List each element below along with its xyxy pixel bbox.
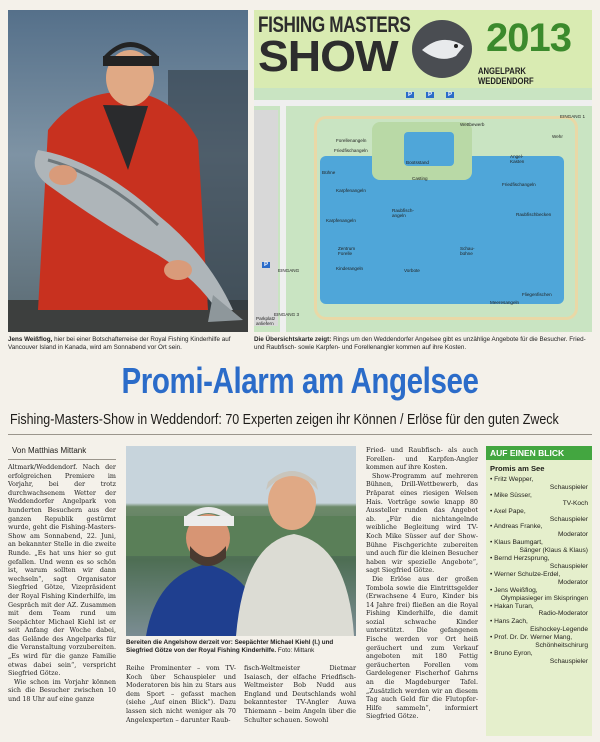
map-label-zentrum: Zentrum Forelle <box>338 246 356 256</box>
article-col4-para-3: Die Erlöse aus der großen Tombola sowie die Eintrittsgelder (Erwachsene 4 Euro, Kinder bis 14 Jahre frei) fließen an die Royal Fishing Kinderhilfe, die damit sozial schwache Kinder unterstützt. Die gefangenen Fische werden vor Ort heiß geräuchert und zum Verkauf angeboten mit 180 Fettig geräucherten Forellen vom Gardelegener Fischerhof Gahrns an die Magdeburger Tafel. „Zusätzlich werden wir an diesem Tag auch Geld für die Flutopfer-Hilfe sammeln“, informiert Siegfried Götze. <box>366 574 478 721</box>
map-caption: Die Übersichtskarte zeigt: Rings um den Weddendorfer Angelsee gibt es unzählige Angebote für die Besucher. Fried- und Raubfisch- sowie Karpfen- und Forellenangler kommen auf ihre Kosten. <box>254 336 586 351</box>
list-item: • Werner Schulze-Erdel, Moderator <box>490 570 588 586</box>
sidebar-title: AUF EINEN BLICK <box>486 446 592 460</box>
photo2-illustration <box>126 446 356 636</box>
article-column-4 <box>366 446 478 721</box>
article-col4-para-1: Fried- und Raubfisch- als auch Forellen- und Karpfen-Angler kommen auf ihre Kosten. <box>366 446 478 472</box>
byline: Von Matthias Mittank <box>12 446 87 455</box>
map-label-parkplatz: Parkplatz anliefern <box>256 316 276 326</box>
headline-divider <box>8 434 592 435</box>
article-column-2 <box>126 664 236 724</box>
map-road-top <box>254 100 592 106</box>
list-item: • Bernd Herzsprung, Schauspieler <box>490 555 588 570</box>
list-item: • Bruno Eyron, Schauspieler <box>490 649 588 665</box>
map-year: 2013 <box>486 16 571 60</box>
map-label-meeresangeln: Meeresangeln <box>490 300 520 305</box>
map-label-bootsstand: Bootsstand <box>406 160 429 165</box>
map-label-casting: Casting <box>412 176 428 181</box>
list-item: • Jens Weißflog, Olympiasieger im Skispringen <box>490 586 588 602</box>
photo-jens-weissflog <box>8 10 248 332</box>
map-label-wehr: Wehr <box>552 134 563 139</box>
map-logo-fish-icon <box>412 20 472 78</box>
article-col1-para-1: Altmark/Weddendorf. Nach der erfolgreichen Premiere im Vorjahr, bei der trotz durchwachsenem Wetter der Weddendorfer Angelpark von hunderten Besuchern aus der ganzen Republik gestürmt wurde, geht die Fishing-Masters-Show am Sonnabend, 22. Juni, an bekannter Stelle in die zweite Runde. „Es hat uns hier so gut gefallen. Und wenn es so schön ist, warum sollten wir dann wechseln“, sagt Organisator Siegfried Götze, Vizepräsident der Royal Fishing Kinderhilfe, im Gespräch mit der AZ. Zusammen mit dem Team rund um Seepächter Michael Kiehl ist er seit Anfang der Woche dabei, das Gelände des Angelparks für die Veranstaltung vorzubereiten. „Es wird für die ganze Familie etwas dabei sein“, verspricht Siegfried Götze. <box>8 463 116 678</box>
photo-kiehl-goetze <box>126 446 356 636</box>
page-title: Promi-Alarm am Angelsee <box>121 360 479 401</box>
map-label-eingang3: EINGANG 3 <box>274 312 300 317</box>
sidebar-box <box>486 446 592 736</box>
photo-illustration <box>8 10 248 332</box>
map-label-eingang2: EINGANG <box>278 268 300 273</box>
article-col3-para: fisch-Weltmeister Dietmar Isaiasch, der elfache Friedfisch-Weltmeister Bob Nudd aus England und Deutschlands wohl bekanntester TV-Angler Auwa Thiemann – beim Angeln über die Schulter schauen. Sowohl <box>244 664 356 724</box>
sidebar-subtitle: Promis am See <box>490 464 545 473</box>
subheadline: Fishing-Masters-Show in Weddendorf: 70 Experten zeigen ihr Können / Erlöse für den guten Zweck <box>10 412 559 428</box>
map-label-friedfischangeln-1: Friedfischangeln <box>334 148 368 153</box>
headline-wrap <box>0 360 600 404</box>
list-item: • Andreas Franke, Moderator <box>490 523 588 539</box>
photo-left-caption: Jens Weißflog, hier bei einer Botschafterreise der Royal Fishing Kinderhilfe auf Vancouver Island in Kanada, wird am Sonnabend vor Ort sein. <box>8 336 231 351</box>
map-label-kinderangeln: Kinderangeln <box>336 266 364 271</box>
map-parking-p-2: P <box>427 92 432 98</box>
event-map <box>254 10 592 332</box>
map-parking-p-1: P <box>407 92 412 98</box>
map-label-angelkasten: Angel- Kasten <box>510 154 525 164</box>
map-label-karpfenangeln-2: Karpfenangeln <box>326 218 356 223</box>
article-col2-para: Reihe Prominenter – vom TV-Koch über Schauspieler und Moderatoren bis hin zu Stars aus dem Sport – gefasst machen (siehe „Auf einen Blick“). Dazu lassen sich nicht weniger als 70 Angelexperten – darunter Raub- <box>126 664 236 724</box>
map-label-wettbewerb: Wettbewerb <box>460 122 485 127</box>
map-parking-left <box>254 110 278 326</box>
map-parking-p-4: P <box>263 262 268 268</box>
list-item: • Mike Süsser, TV-Koch <box>490 491 588 507</box>
article-col1-para-2: Wie schon im Vorjahr können sich die Besucher zwischen 10 und 18 Uhr auf eine ganze <box>8 677 116 704</box>
map-label-raubfisch: Raubfisch- angeln <box>392 208 414 218</box>
list-item: • Prof. Dr. Dr. Werner Mang, Schönheitschirurg <box>490 634 588 650</box>
map-label-karpfenangeln-1: Karpfenangeln <box>336 188 366 193</box>
list-item: • Hakan Turan, Radio-Moderator <box>490 602 588 618</box>
byline-divider <box>8 459 116 460</box>
map-parking-p-3: P <box>447 92 452 98</box>
map-title-line1: FISHING MASTERS <box>258 12 411 37</box>
map-label-forellenangeln: Forellenangeln <box>336 138 367 143</box>
photo2-caption: Bereiten die Angelshow derzeit vor: Seepächter Michael Kiehl (l.) und Siegfried Götze von der Royal Fishing Kinderhilfe. Foto: Mittank <box>126 639 334 654</box>
map-label-eingang1: EINGANG 1 <box>560 114 586 119</box>
sidebar-list <box>486 476 592 666</box>
map-label-friedfischangeln-2: Friedfischangeln <box>502 182 536 187</box>
list-item: • Hans Zach, Eishockey-Legende <box>490 618 588 634</box>
article-column-1 <box>8 463 116 704</box>
list-item: • Fritz Wepper, Schauspieler <box>490 476 588 491</box>
list-item: • Axel Pape, Schauspieler <box>490 507 588 523</box>
map-label-raubfischbecken: Raubfischbecken <box>516 212 552 217</box>
list-item: • Klaus Baumgart, Sänger (Klaus & Klaus) <box>490 539 588 555</box>
article-column-3 <box>244 664 356 724</box>
map-venue: ANGELPARK WEDDENDORF <box>478 66 534 86</box>
article-col4-para-2: Show-Programm auf mehreren Bühnen, Drill-Wettbewerb, das Präparat eines riesigen Welsen Hais. Vorträge sowie knapp 80 Aussteller runden das Angebot ab. „Für die nichtangelnde weibliche Begleitung wird TV-Koch Mike Süsser auf der Show-Bühne Fischgerichte zubereiten und auch für die kleinen Besucher haben wir spezielle Angebote“, sagt Siegfried Götze. <box>366 471 478 575</box>
map-label-schaubuehne: Schau- bühne <box>460 246 475 256</box>
map-label-vorbote: Vorbote <box>404 268 420 273</box>
map-title-line2: SHOW <box>258 32 398 81</box>
map-label-buehne: Bühne <box>322 170 336 175</box>
map-label-fliegenfischen: Fliegenfischen <box>522 292 552 297</box>
map-road-left <box>280 100 286 332</box>
